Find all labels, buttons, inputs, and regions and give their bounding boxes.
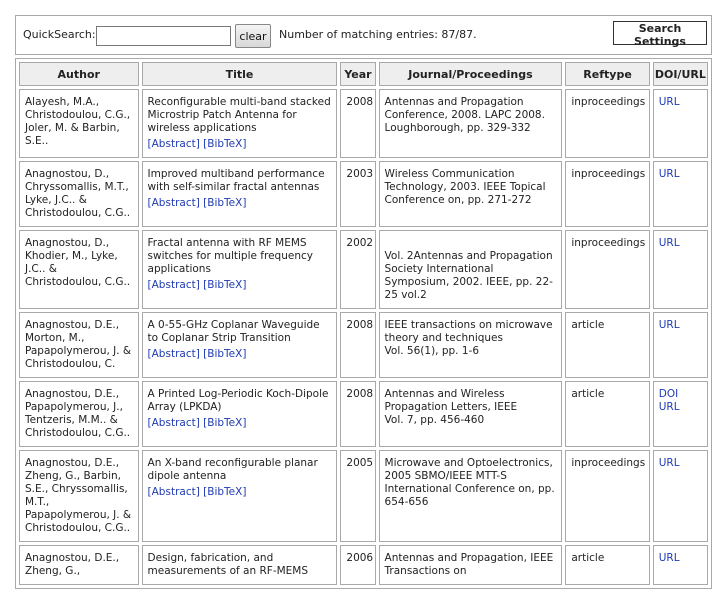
bibliography-table [15,58,712,589]
table-row [19,545,708,585]
doi-url-cell [653,450,708,542]
url-link[interactable]: URL [658,96,680,108]
entry-links [148,348,332,361]
author-cell-text: Anagnostou, D.E., Zheng, G., [25,552,120,577]
abstract-link[interactable]: [Abstract] [147,197,200,209]
title-cell [142,381,338,447]
title-cell [142,312,338,378]
reftype-cell-text: article [571,319,605,331]
table-row [19,312,708,378]
journal-cell [379,545,563,585]
column-header-reftype[interactable]: Reftype [565,62,649,86]
table-row [19,450,708,542]
url-link[interactable]: URL [658,168,680,180]
bibtex-link[interactable]: [BibTeX] [203,279,247,291]
column-header-doi-url[interactable]: DOI/URL [653,62,708,86]
reftype-cell [565,545,649,585]
journal-cell-text: Wireless Communication Technology, 2003. IEEE Topical Conference on, pp. 271-272 [384,168,546,206]
reftype-cell [565,381,649,447]
author-cell [19,381,139,447]
title-cell-text: An X-band reconfigurable planar dipole antenna [147,457,318,482]
reftype-cell [565,230,649,309]
table-row [19,381,708,447]
url-link[interactable]: URL [658,552,680,564]
journal-cell [379,312,563,378]
title-cell-text: Design, fabrication, and measurements of an RF-MEMS [147,552,309,577]
year-cell-text: 2002 [346,237,374,249]
year-cell-text: 2003 [346,168,374,180]
title-cell [142,161,338,227]
table-row [19,89,708,158]
column-header-author[interactable]: Author [19,62,139,86]
title-cell-text: Improved multiband performance with self-similar fractal antennas [147,168,325,193]
journal-cell [379,450,563,542]
title-cell-text: A 0-55-GHz Coplanar Waveguide to Coplanar Strip Transition [147,319,320,344]
author-cell [19,89,139,158]
title-cell [142,450,338,542]
entry-links [148,197,332,210]
title-cell [142,545,338,585]
reftype-cell [565,450,649,542]
journal-cell [379,230,563,309]
author-cell [19,230,139,309]
author-cell-text: Alayesh, M.A., Christodoulou, C.G., Joler, M. & Barbin, S.E.. [25,96,131,147]
author-cell-text: Anagnostou, D.E., Morton, M., Papapolymerou, J. & Christodoulou, C. [25,319,132,370]
year-cell-text: 2008 [346,319,374,331]
author-cell [19,450,139,542]
year-cell-text: 2008 [346,388,374,400]
doi-url-cell [653,89,708,158]
abstract-link[interactable]: [Abstract] [147,348,200,360]
year-cell-text: 2006 [346,552,374,564]
reftype-cell-text: inproceedings [571,168,646,180]
search-settings-button[interactable]: Search Settings [613,21,707,45]
bibtex-link[interactable]: [BibTeX] [203,486,247,498]
bibtex-link[interactable]: [BibTeX] [203,197,247,209]
quicksearch-input[interactable] [96,26,231,46]
year-cell [340,381,375,447]
bibtex-link[interactable]: [BibTeX] [203,138,247,150]
quicksearch-label: QuickSearch: [23,28,96,41]
doi-link[interactable]: DOI [658,388,679,400]
reftype-cell-text: inproceedings [571,237,646,249]
title-cell-text: Fractal antenna with RF MEMS switches for multiple frequency applications [147,237,313,275]
year-cell [340,161,375,227]
url-link[interactable]: URL [658,401,680,413]
journal-cell-text: Vol. 2Antennas and Propagation Society International Symposium, 2002. IEEE, pp. 22-25 vol.2 [384,250,553,301]
year-cell [340,230,375,309]
journal-cell [379,161,563,227]
reftype-cell [565,161,649,227]
table-row [19,230,708,309]
column-header-year[interactable]: Year [340,62,375,86]
year-cell-text: 2005 [346,457,374,469]
author-cell-text: Anagnostou, D., Chryssomallis, M.T., Lyke, J.C.. & Christodoulou, C.G.. [25,168,131,219]
journal-cell [379,89,563,158]
abstract-link[interactable]: [Abstract] [147,486,200,498]
abstract-link[interactable]: [Abstract] [147,417,200,429]
journal-cell [379,381,563,447]
entry-links [148,486,332,499]
page-frame [15,15,712,577]
author-cell [19,161,139,227]
title-cell-text: A Printed Log-Periodic Koch-Dipole Array (LPKDA) [147,388,329,413]
column-header-title[interactable]: Title [142,62,338,86]
author-cell [19,312,139,378]
url-link[interactable]: URL [658,319,680,331]
doi-url-cell [653,381,708,447]
bibtex-link[interactable]: [BibTeX] [203,417,247,429]
year-cell [340,312,375,378]
reftype-cell-text: inproceedings [571,96,646,108]
reftype-cell [565,89,649,158]
title-cell [142,230,338,309]
entry-links [148,417,332,430]
bibtex-link[interactable]: [BibTeX] [203,348,247,360]
year-cell [340,545,375,585]
year-cell [340,89,375,158]
table-header-row [19,62,708,86]
entry-links [148,138,332,151]
url-link[interactable]: URL [658,457,680,469]
journal-cell-text: IEEE transactions on microwave theory and techniques Vol. 56(1), pp. 1-6 [384,319,553,357]
column-header-journal[interactable]: Journal/Proceedings [379,62,563,86]
reftype-cell [565,312,649,378]
title-cell [142,89,338,158]
url-link[interactable]: URL [658,237,680,249]
table-body [19,89,708,585]
author-cell-text: Anagnostou, D., Khodier, M., Lyke, J.C.. & Christodoulou, C.G.. [25,237,131,288]
abstract-link[interactable]: [Abstract] [147,279,200,291]
entry-links [148,279,332,292]
doi-url-cell [653,161,708,227]
reftype-cell-text: article [571,388,605,400]
reftype-cell-text: article [571,552,605,564]
author-cell [19,545,139,585]
abstract-link[interactable]: [Abstract] [147,138,200,150]
clear-button[interactable]: clear [235,24,271,48]
doi-url-cell [653,312,708,378]
table-row [19,161,708,227]
title-cell-text: Reconfigurable multi-band stacked Microstrip Patch Antenna for wireless applications [147,96,331,134]
match-count-text: Number of matching entries: 87/87. [279,28,477,41]
author-cell-text: Anagnostou, D.E., Zheng, G., Barbin, S.E., Chryssomallis, M.T., Papapolymerou, J. & Christodoulou, C.G.. [25,457,132,534]
doi-url-cell [653,230,708,309]
quicksearch-bar [15,15,712,55]
journal-cell-text: Antennas and Propagation Conference, 2008. LAPC 2008. Loughborough, pp. 329-332 [384,96,545,134]
year-cell-text: 2008 [346,96,374,108]
journal-cell-text: Antennas and Wireless Propagation Letters, IEEE Vol. 7, pp. 456-460 [384,388,518,426]
year-cell [340,450,375,542]
doi-url-cell [653,545,708,585]
journal-cell-text: Microwave and Optoelectronics, 2005 SBMO/IEEE MTT-S International Conference on, pp. 654-656 [384,457,555,508]
journal-cell-text: Antennas and Propagation, IEEE Transactions on [384,552,554,577]
author-cell-text: Anagnostou, D.E., Papapolymerou, J., Tentzeris, M.M.. & Christodoulou, C.G.. [25,388,131,439]
reftype-cell-text: inproceedings [571,457,646,469]
